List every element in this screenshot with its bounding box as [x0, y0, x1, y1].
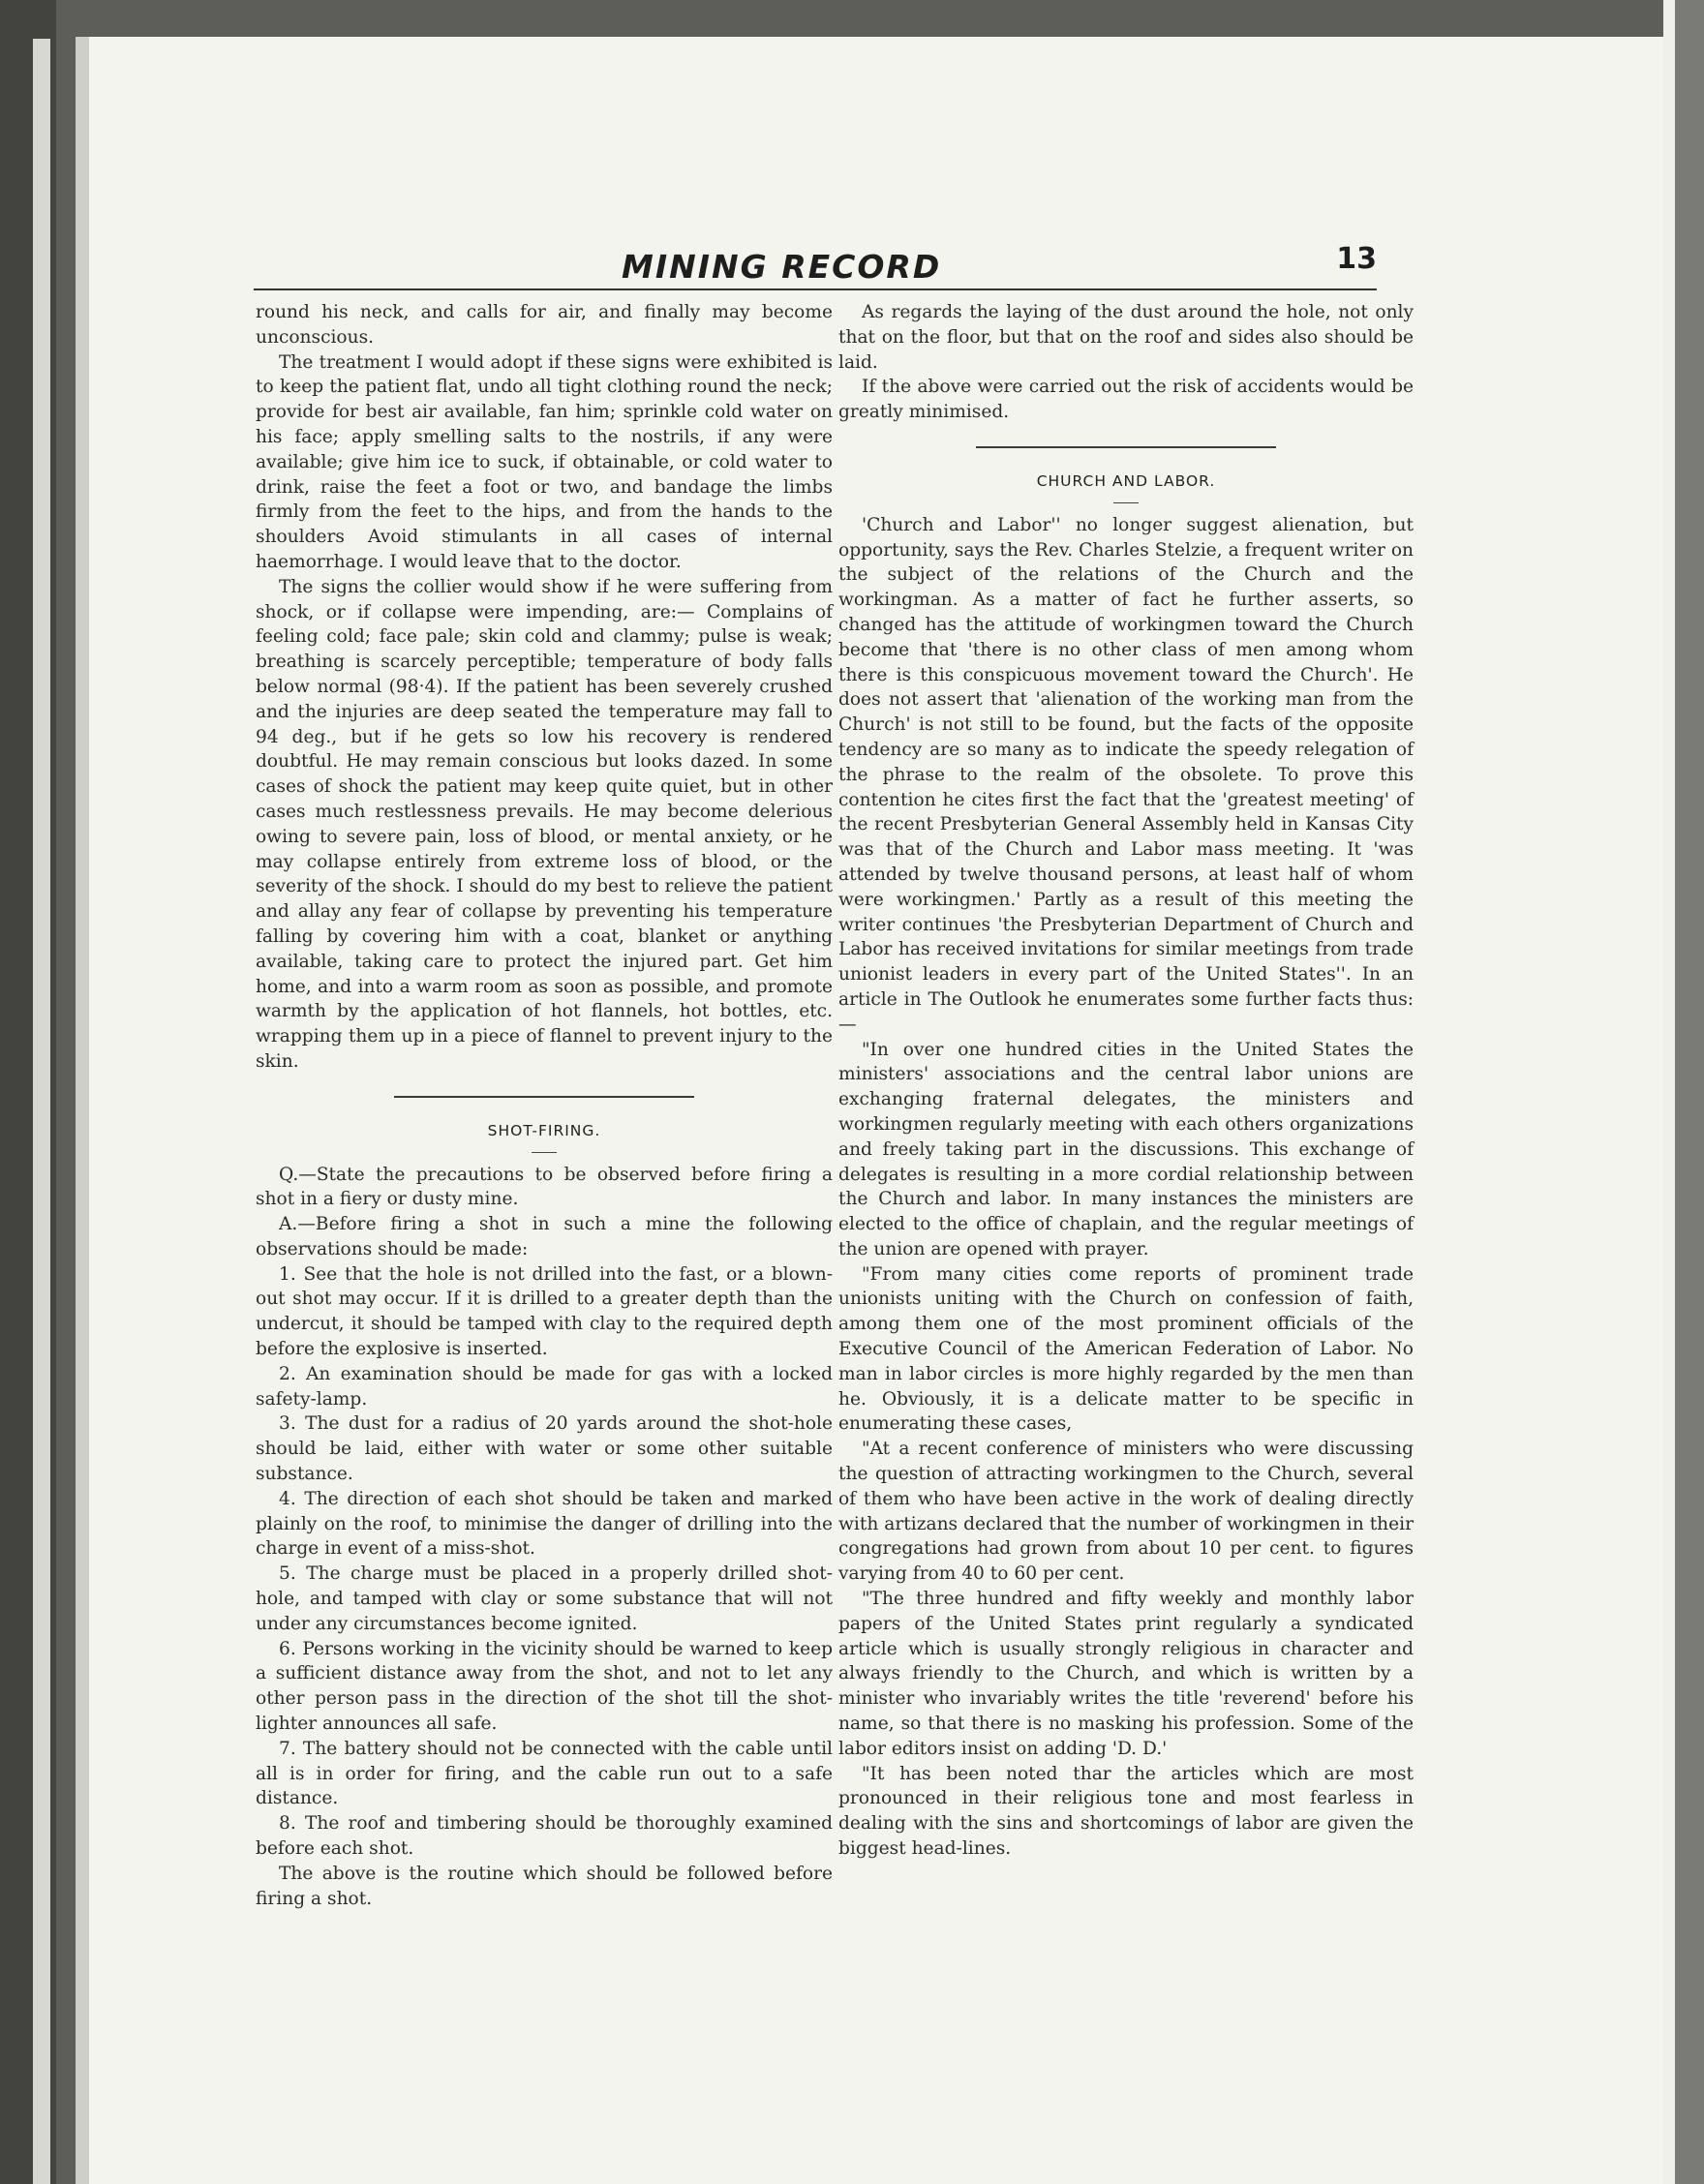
section-title-shot-firing: SHOT-FIRING.	[487, 1121, 601, 1139]
scanner-edge	[1675, 0, 1704, 2184]
page-header	[254, 242, 1377, 296]
page-right-margin	[1663, 0, 1675, 2184]
list-item: 3. The dust for a radius of 20 yards around the shot-hole should be laid, either with water or some other suitable substance.	[256, 1413, 833, 1485]
facing-page-edge	[33, 39, 50, 2184]
paragraph: "The three hundred and fifty weekly and monthly labor papers of the United States print regularly a syndicated article which is usually strongly religious in character and always friendly to the Church, and which is written by a minister who invariably writes the title 'reverend' before his name, so that there is no masking his profession. Some of the labor editors insist on adding 'D. D.'	[838, 1589, 1414, 1759]
paragraph: 'Church and Labor'' no longer suggest alienation, but opportunity, says the Rev. Charles Stelzie, a frequent writer on the subject of the relations of the Church and the workingman. As a matter of fact he further asserts, so changed has the attitude of workingmen toward the Church become that 'there is no other class of men among whom there is this conspicuous movement toward the Church'. He does not assert that 'alienation of the working man from the Church' is not still to be found, but the facts of the opposite tendency are so many as to indicate the speedy relegation of the phrase to the realm of the obsolete. To prove this contention he cites first the fact that the 'greatest meeting' of the recent Presbyterian General Assembly held in Kansas City was that of the Church and Labor mass meeting. It 'was attended by twelve thousand persons, at least half of whom were workingmen.' Partly as a result of this meeting the writer continues 'the Presbyterian Department of Church and Labor has received invitations for similar meetings from trade unionist leaders in every part of the United States''. In an article in The Outlook he enumerates some further facts thus:—	[838, 514, 1414, 1035]
paragraph: The treatment I would adopt if these signs were exhibited is to keep the patient flat, undo all tight clothing round the neck; provide for best air available, fan him; sprinkle cold water on his face; apply smelling salts to the nostrils, if any were available; give him ice to suck, if obtainable, or cold water to drink, raise the feet a foot or two, and bandage the limbs firmly from the feet to the hips, and from the hands to the shoulders Avoid stimulants in all cases of internal haemorrhage. I would leave that to the doctor.	[256, 351, 833, 572]
list-item: 2. An examination should be made for gas with a locked safety-lamp.	[256, 1363, 833, 1410]
list-item: 4. The direction of each shot should be taken and marked plainly on the roof, to minimise the danger of drilling into the charge in event of a miss-shot.	[256, 1488, 833, 1560]
list-item: 1. See that the hole is not drilled into the fast, or a blown-out shot may occur. If it is drilled to a greater depth than the undercut, it should be tamped with clay to the required depth before the explosive is inserted.	[256, 1263, 833, 1360]
paragraph: "At a recent conference of ministers who were discussing the question of attracting workingmen to the Church, several of them who have been active in the work of dealing directly with artizans declared that the number of workingmen in their congregations had grown from about 10 per cent. to figures varying from 40 to 60 per cent.	[838, 1439, 1414, 1585]
title-dash	[1113, 502, 1139, 503]
list-item: 6. Persons working in the vicinity should be warned to keep a sufficient distance away from the shot, and not to let any other person pass in the direction of the shot till the shot-lighter announces all safe.	[256, 1638, 833, 1735]
paragraph: "From many cities come reports of prominent trade unionists uniting with the Church on confession of faith, among them one of the most prominent officials of the Executive Council of the American Federation of Labor. No man in labor circles is more highly regarded by the men than he. Obviously, it is a delicate matter to be specific in enumerating these cases,	[838, 1263, 1414, 1435]
closing-paragraph: The above is the routine which should be followed before firing a shot.	[256, 1863, 833, 1909]
section-separator	[394, 1096, 694, 1098]
list-item: 5. The charge must be placed in a properly drilled shot-hole, and tamped with clay or some substance that will not under any circumstances become ignited.	[256, 1563, 833, 1634]
paragraph: If the above were carried out the risk of accidents would be greatly minimised.	[838, 377, 1414, 423]
question: Q.—State the precautions to be observed before firing a shot in a fiery or dusty mine.	[256, 1164, 833, 1210]
right-column	[838, 300, 1414, 1862]
page-number: 13	[1336, 242, 1377, 276]
paragraph: round his neck, and calls for air, and finally may become unconscious.	[256, 302, 833, 348]
title-dash	[532, 1152, 557, 1153]
header-rule	[254, 288, 1377, 290]
paragraph: "In over one hundred cities in the United States the ministers' associations and the central labor unions are exchanging fraternal delegates, the ministers and workingmen regularly meeting with each others organizations and freely taking part in the discussions. This exchange of delegates is resulting in a more cordial relationship between the Church and labor. In many instances the ministers are elected to the office of chaplain, and the regular meetings of the union are opened with prayer.	[838, 1039, 1414, 1259]
list-item: 8. The roof and timbering should be thoroughly examined before each shot.	[256, 1813, 833, 1860]
section-title-church-and-labor: CHURCH AND LABOR.	[1036, 471, 1216, 490]
publication-title: MINING RECORD	[622, 248, 942, 286]
paragraph: "It has been noted thar the articles which are most pronounced in their religious tone and most fearless in dealing with the sins and shortcomings of labor are given the biggest head-lines.	[838, 1763, 1414, 1860]
paragraph: The signs the collier would show if he were suffering from shock, or if collapse were impending, are:— Complains of feeling cold; face pale; skin cold and clammy; pulse is weak; breathing is scarcely perceptible; temperature of body falls below normal (98·4). If the patient has been severely crushed and the injuries are deep seated the temperature may fall to 94 deg., but if he gets so low his recovery is rendered doubtful. He may remain conscious but looks dazed. In some cases of shock the patient may keep quite quiet, but in other cases much restlessness prevails. He may become delerious owing to severe pain, loss of blood, or mental anxiety, or he may collapse entirely from extreme loss of blood, or the severity of the shock. I should do my best to relieve the patient and allay any fear of collapse by preventing his temperature falling by covering him with a coat, blanket or anything available, taking care to protect the injured part. Get him home, and into a warm room as soon as possible, and promote warmth by the application of hot flannels, hot bottles, etc. wrapping them up in a piece of flannel to prevent injury to the skin.	[256, 576, 833, 1072]
left-column	[256, 300, 833, 1911]
answer-intro: A.—Before firing a shot in such a mine the following observations should be made:	[256, 1214, 833, 1259]
paragraph: As regards the laying of the dust around the hole, not only that on the floor, but that on the roof and sides also should be laid.	[838, 302, 1414, 373]
list-item: 7. The battery should not be connected with the cable until all is in order for firing, and the cable run out to a safe distance.	[256, 1738, 833, 1809]
section-separator	[976, 446, 1276, 448]
